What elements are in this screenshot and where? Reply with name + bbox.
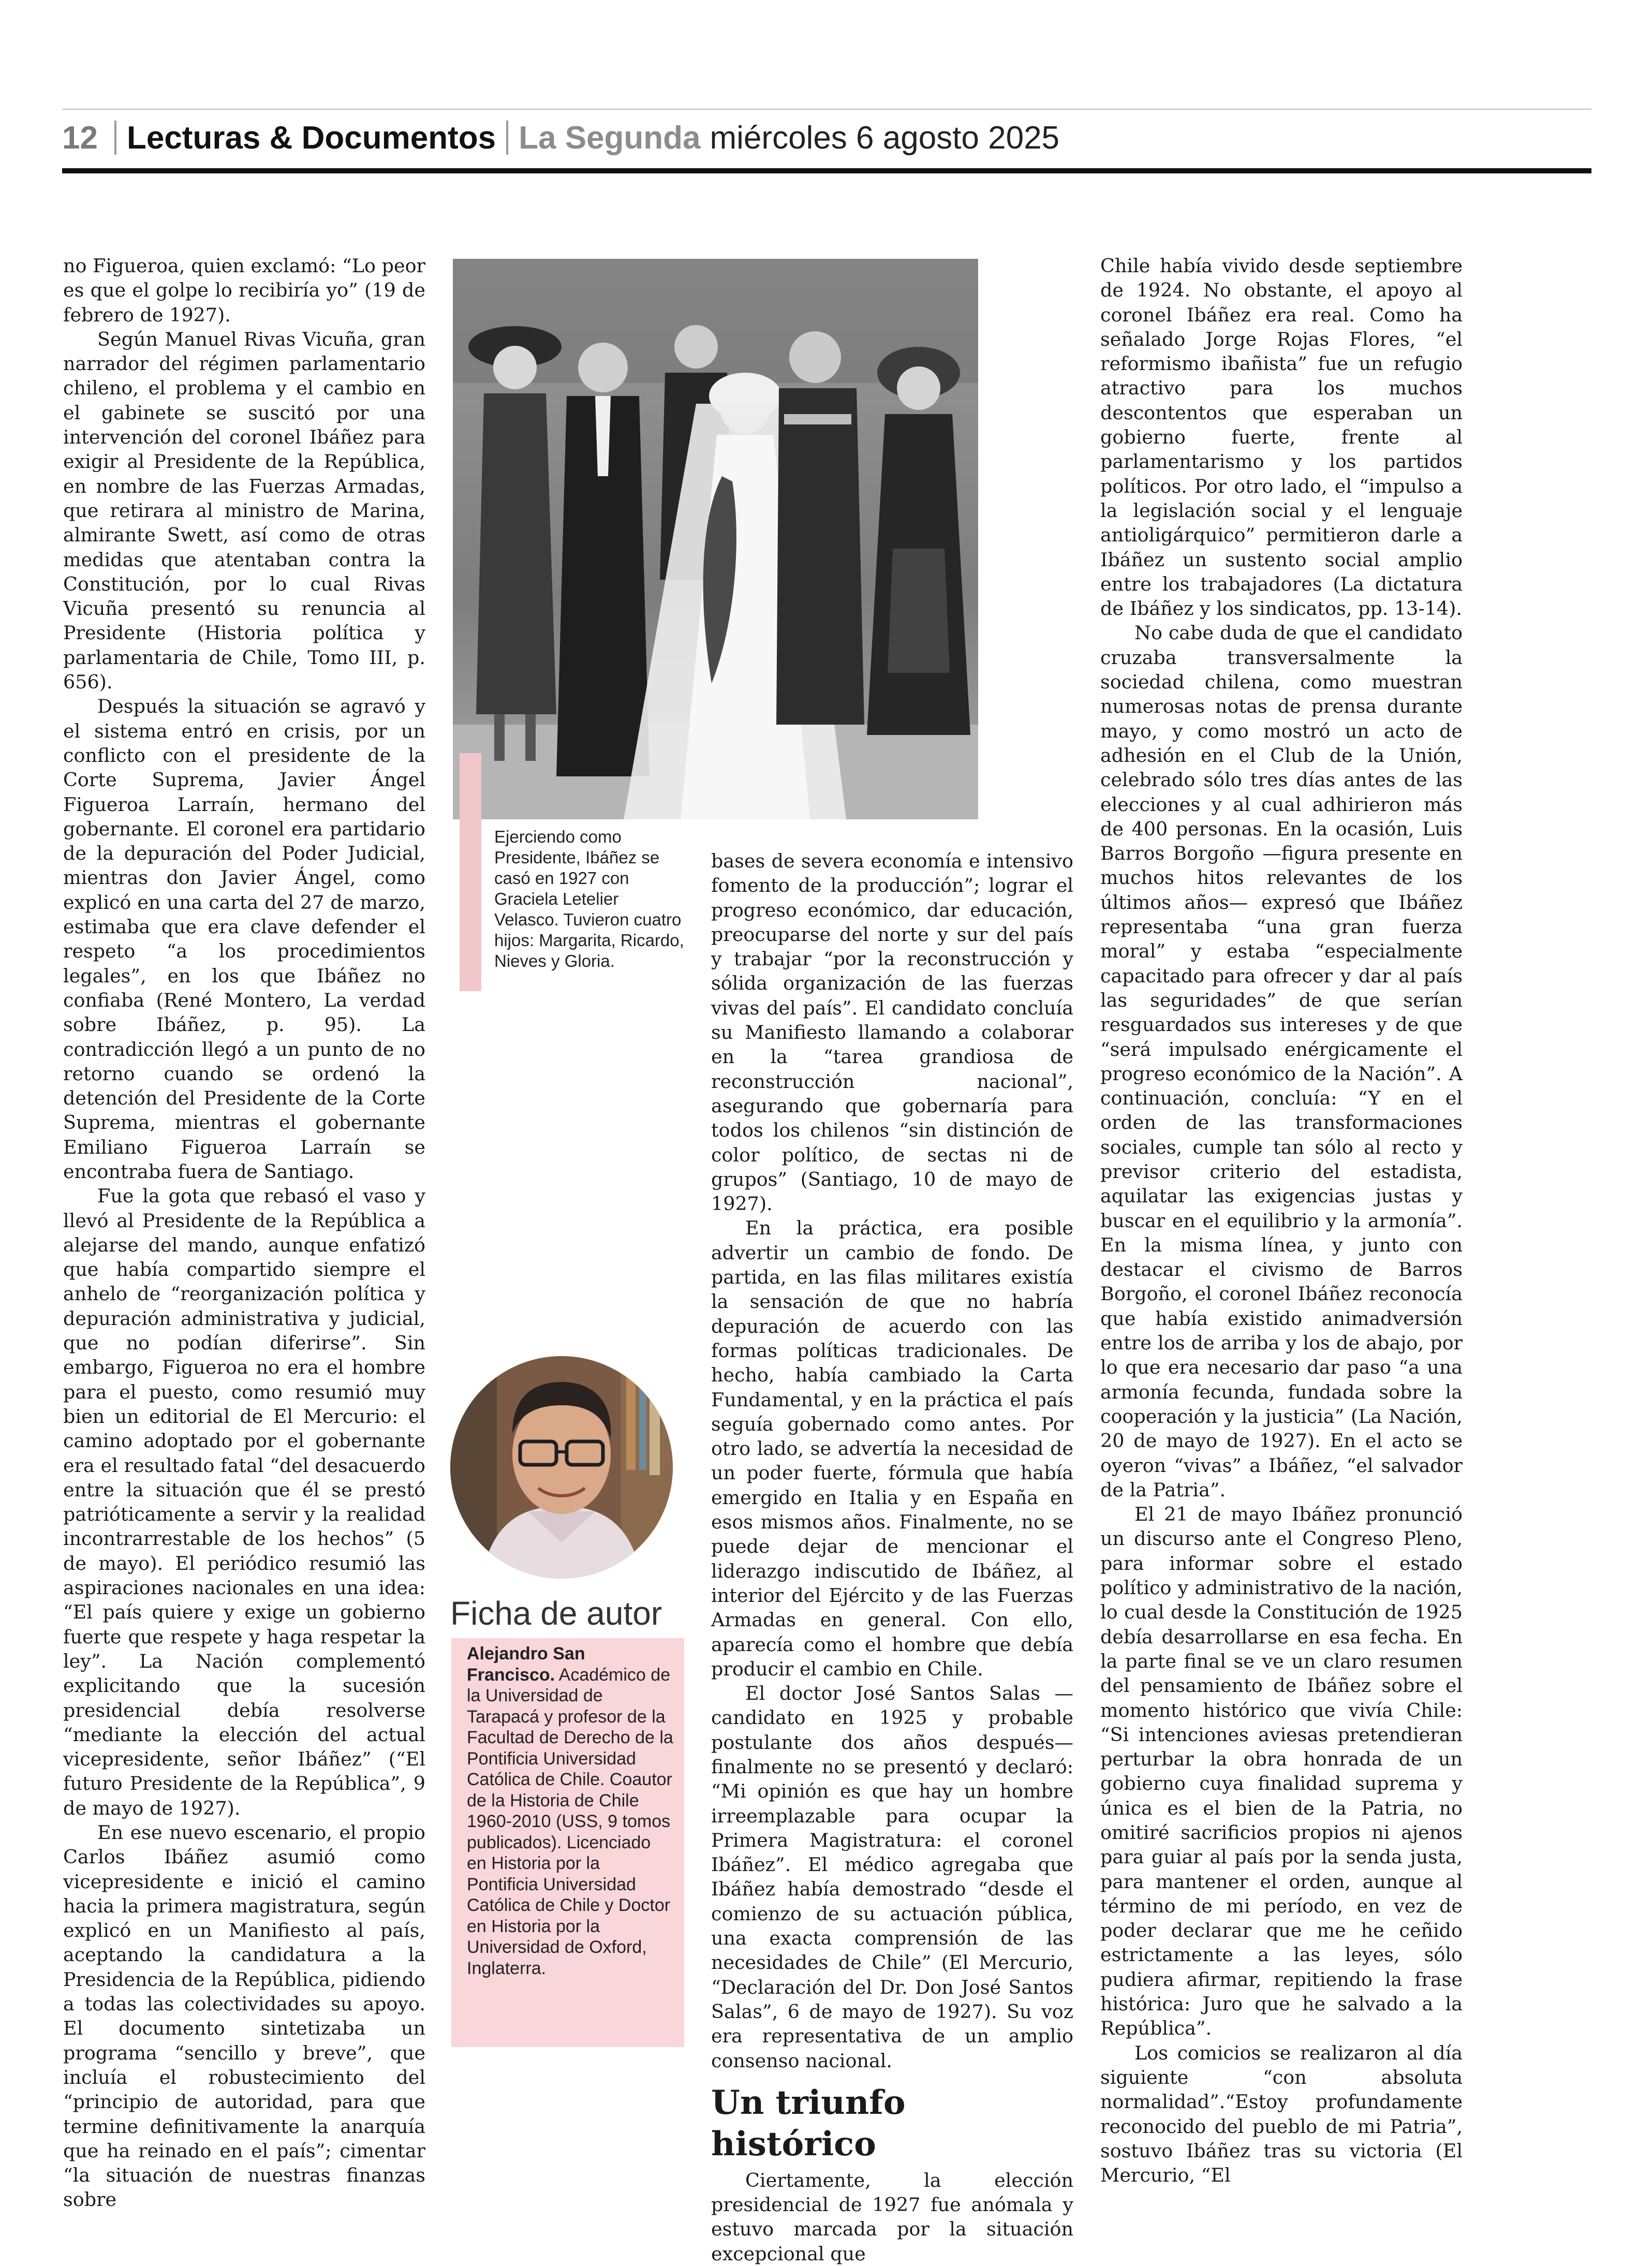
paragraph: Ciertamente, la elección presidencial de 1927 fue anómala y estuvo marcada por la situación excepcional que — [711, 2169, 1073, 2265]
header-divider — [114, 121, 116, 155]
header-top-rule — [62, 109, 1591, 110]
author-portrait — [450, 1356, 673, 1579]
page-number: 12 — [62, 120, 98, 156]
article-column-2 — [711, 849, 1073, 2266]
page-header — [62, 115, 1591, 160]
paragraph: Chile había vivido desde septiembre de 1924. No obstante, el apoyo al coronel Ibáñez era real. Como ha señalado Jorge Rojas Flores, “el reformismo ibañista” fue un refugio atractivo para los muchos descontentos que esperaban un gobierno fuerte, frente al parlamentarismo y los partidos políticos. Por otro lado, el “impulso a la legislación social y el lenguaje antioligárquico” permitieron darle a Ibáñez un sustento social amplio entre los trabajadores (La dictatura de Ibáñez y los sindicatos, pp. 13-14). — [1100, 255, 1463, 620]
header-bottom-rule — [62, 168, 1591, 173]
paragraph: En ese nuevo escenario, el propio Carlos Ibáñez asumió como vicepresidente e inició el camino hacia la primera magistratura, según explicó en un Manifiesto al país, aceptando la candidatura a la Presidencia de la República, pidiendo a todas las colectividades su apoyo. El documento sintetizaba un programa “sencillo y breve”, que incluía el robustecimiento del “principio de autoridad, para que termine definitivamente la anarquía que ha reinado en el país”; cimentar “la situación de nuestras finanzas sobre — [63, 1821, 425, 2211]
section-title: Lecturas & Documentos — [126, 120, 496, 156]
wedding-photo — [453, 259, 978, 819]
header-divider — [506, 121, 508, 155]
author-card-text — [467, 1643, 674, 1979]
subheading: Un triunfo histórico — [711, 2083, 906, 2164]
issue-date: miércoles 6 agosto 2025 — [710, 120, 1060, 156]
article-column-3 — [1100, 254, 1463, 2187]
paragraph: Los comicios se realizaron al día siguiente “con absoluta normalidad”.“Estoy profundamente reconocido del pueblo de mi Patria”, sostuvo Ibáñez tras su victoria (El Mercurio, “El — [1100, 2041, 1463, 2187]
article-column-1 — [63, 254, 425, 2212]
paragraph: Después la situación se agravó y el sistema entró en crisis, por un conflicto con el presidente de la Corte Suprema, Javier Ángel Figueroa Larraín, hermano del gobernante. El coronel era partidario de la depuración del Poder Judicial, mientras don Javier Ángel, como explicó en una carta del 27 de marzo, estimaba que era clave defender el respeto “a los procedimientos legales”, en los que Ibáñez no confiaba (René Montero, La verdad sobre Ibáñez, p. 95). La contradicción llegó a un punto de no retorno cuando se ordenó la detención del Presidente de la Corte Suprema, mientras el gobernante Emiliano Figueroa Larraín se encontraba fuera de Santiago. — [63, 695, 425, 1183]
paragraph: El doctor José Santos Salas —candidato en 1925 y probable postulante dos años después— finalmente no se presentó y declaró: “Mi opinión es que hay un hombre irreemplazable para ocupar la Primera Magistratura: el coronel Ibáñez”. El médico agregaba que Ibáñez había demostrado “desde el comienzo de su actuación pública, una exacta comprensión de las necesidades de Chile” (El Mercurio, “Declaración del Dr. Don José Santos Salas”, 6 de mayo de 1927). Su voz era representativa de un amplio consenso nacional. — [711, 1682, 1073, 2072]
author-bio: Académico de la Universidad de Tarapacá y profesor de la Facultad de Derecho de la Pontificia Universidad Católica de Chile. Coautor de la Historia de Chile 1960-2010 (USS, 9 tomos publicados). Licenciado en Historia por la Pontificia Universidad Católica de Chile y Doctor en Historia por la Universidad de Oxford, Inglaterra. — [467, 1665, 673, 1978]
author-card-title: Ficha de autor — [450, 1595, 662, 1632]
author-name: Alejandro San Francisco. — [467, 1644, 585, 1685]
paragraph: bases de severa economía e intensivo fomento de la producción”; lograr el progreso económico, dar educación, preocuparse del norte y sur del país y trabajar “por la reconstrucción y sólida organización de las fuerzas vivas del país”. El candidato concluía su Manifiesto llamando a colaborar en la “tarea grandiosa de reconstrucción nacional”, asegurando que gobernaría para todos los chilenos “sin distinción de color político, de sectas ni de grupos” (Santiago, 10 de mayo de 1927). — [711, 850, 1073, 1215]
paragraph: En la práctica, era posible advertir un cambio de fondo. De partida, en las filas militares existía la sensación de que no habría depuración de acuerdo con las formas políticas tradicionales. De hecho, había cambiado la Carta Fundamental, y en la práctica el país seguía gobernado como antes. Por otro lado, se advertía la necesidad de un poder fuerte, fórmula que había emergido en Italia y en España en esos mismos años. Finalmente, no se puede dejar de mencionar el liderazgo indiscutido de Ibáñez, al interior del Ejército y de las Fuerzas Armadas en general. Con ello, aparecía como el hombre que debía producir el cambio en Chile. — [711, 1217, 1073, 1680]
paragraph: Fue la gota que rebasó el vaso y llevó al Presidente de la República a alejarse del mando, aunque enfatizó que había compartido siempre el anhelo de “reorganización política y depuración administrativa y judicial, que no podían diferirse”. Sin embargo, Figueroa no era el hombre para el puesto, como resumió muy bien un editorial de El Mercurio: el camino adoptado por el gobernante era el resultado fatal “del desacuerdo entre la situación que él se prestó patrióticamente a servir y la realidad incontrarrestable de los hechos” (5 de mayo). El periódico resumió las aspiraciones nacionales en una idea: “El país quiere y exige un gobierno fuerte que respete y haga respetar la ley”. La Nación complementó explicitando que la sucesión presidencial debía resolverse “mediante la elección del actual vicepresidente, señor Ibáñez” (“El futuro Presidente de la República”, 9 de mayo de 1927). — [63, 1185, 425, 1819]
author-portrait-image — [450, 1356, 673, 1579]
paragraph: Según Manuel Rivas Vicuña, gran narrador del régimen parlamentario chileno, el problema y el cambio en el gabinete se suscitó por una intervención del coronel Ibáñez para exigir al Presidente de la República, en nombre de las Fuerzas Armadas, que retirara al ministro de Marina, almirante Swett, así como de otras medidas que atentaban contra la Constitución, por lo cual Rivas Vicuña presentó su renuncia al Presidente (Historia política y parlamentaria de Chile, Tomo III, p. 656). — [63, 328, 425, 694]
paragraph: El 21 de mayo Ibáñez pronunció un discurso ante el Congreso Pleno, para informar sobre el estado político y administrativo de la nación, lo cual desde la Constitución de 1925 debía desarrollarse en esa fecha. En la parte final se ve un claro resumen del pensamiento de Ibáñez sobre el momento histórico que vivía Chile: “Si intenciones aviesas pretendieran perturbar la obra honrada de un gobierno cuya finalidad suprema y única es el bien de la Patria, no omitiré sacrificios propios ni ajenos para guiar al país por la senda justa, para mantener el orden, aunque al término de mi período, en vez de poder declarar que me he ceñido estrictamente a las leyes, sólo pudiera afirmar, repitiendo la frase histórica: Juro que he salvado a la República”. — [1100, 1503, 1463, 2040]
caption-accent-bar — [460, 753, 481, 991]
wedding-photo-image — [453, 259, 978, 819]
photo-caption: Ejerciendo como Presidente, Ibáñez se casó en 1927 con Graciela Letelier Velasco. Tuvieron cuatro hijos: Margarita, Ricardo, Nieves y Gloria. — [494, 827, 684, 970]
newspaper-brand: La Segunda — [519, 120, 701, 156]
paragraph: No cabe duda de que el candidato cruzaba transversalmente la sociedad chilena, como muestran numerosas notas de prensa durante mayo, y como mostró un acto de adhesión en el Club de la Unión, celebrado sólo tres días antes de las elecciones y al cual adhirieron más de 400 personas. En la ocasión, Luis Barros Borgoño —figura presente en muchos hitos relevantes de los últimos años— expresó que Ibáñez representaba “una gran fuerza moral” y estaba “especialmente capacitado para ofrecer y dar al país las seguridades” de que serían resguardados sus intereses y de que “será impulsado enérgicamente el progreso económico de la Nación”. A continuación, concluía: “Y en el orden de las transformaciones sociales, cumple tan sólo al recto y previsor criterio del estadista, aquilatar las exigencias justas y buscar en el equilibrio y la armonía”. En la misma línea, y junto con destacar el civismo de Barros Borgoño, el coronel Ibáñez reconocía que había existido animadversión entre los de arriba y los de abajo, por lo que era necesario dar paso “a una armonía fecunda, fundada sobre la cooperación y la justicia” (La Nación, 20 de mayo de 1927). En el acto se oyeron “vivas” a Ibáñez, “el salvador de la Patria”. — [1100, 622, 1463, 1501]
paragraph: no Figueroa, quien exclamó: “Lo peor es que el golpe lo recibiría yo” (19 de febrero de 1927). — [63, 255, 425, 326]
